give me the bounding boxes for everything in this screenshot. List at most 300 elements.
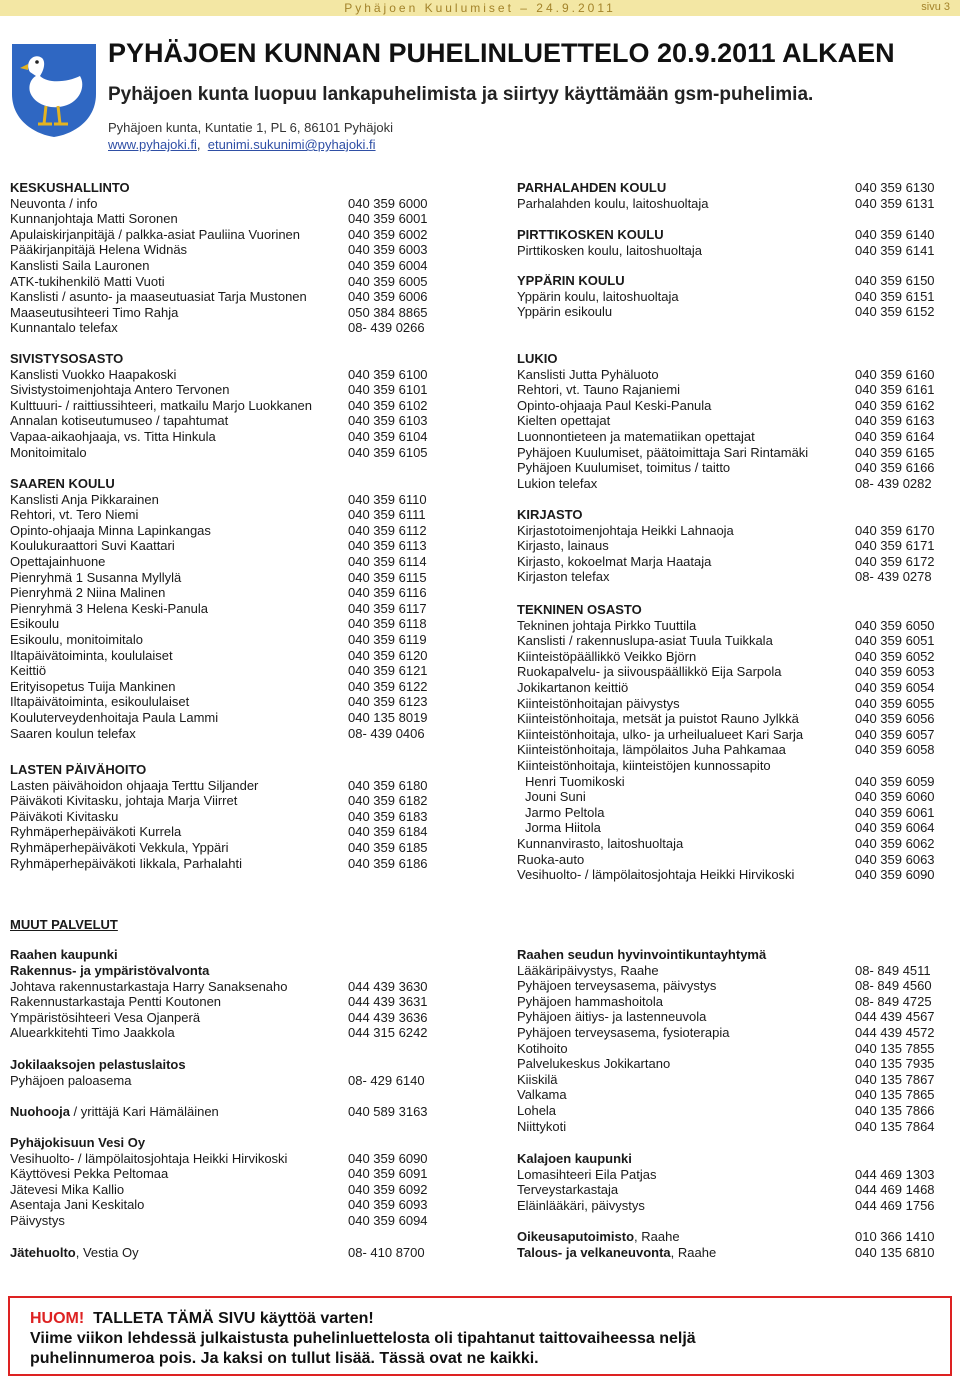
entry-phone: 040 359 6090 (348, 1150, 428, 1166)
directory-row (10, 994, 500, 1010)
entry-phone: 044 469 1756 (855, 1197, 935, 1213)
entry-name: Saaren koulun telefax (10, 725, 136, 741)
entry-name: Kunnanjohtaja Matti Soronen (10, 211, 178, 227)
entry-phone: 040 359 6101 (348, 382, 428, 398)
entry-name: Esikoulu (10, 616, 60, 632)
directory-row (517, 758, 957, 774)
section-heading (10, 476, 500, 492)
directory-row (10, 211, 500, 227)
entry-name: Pienryhmä 3 Helena Keski-Panula (10, 600, 208, 616)
entry-name: Kiinteistönhoitaja, kiinteistöjen kunnossapito (517, 758, 771, 773)
entry-phone: 044 315 6242 (348, 1025, 428, 1041)
directory-row (517, 680, 957, 696)
entry-name: Valkama (517, 1087, 567, 1103)
directory-row (517, 836, 957, 852)
entry-phone: 08- 439 0278 (855, 569, 932, 585)
directory-row (517, 1119, 957, 1135)
section-heading-label: LASTEN PÄIVÄHOITO (10, 762, 147, 777)
entry-name: Asentaja Jani Keskitalo (10, 1197, 145, 1213)
entry-name: Jokikartanon keittiö (517, 680, 629, 695)
entry-name: Neuvonta / info (10, 195, 98, 211)
directory-row (517, 569, 957, 585)
directory-row (517, 476, 957, 492)
entry-name: Lohela (517, 1103, 557, 1118)
notice-save-text: TALLETA TÄMÄ SIVU käyttöä varten! (93, 1310, 374, 1327)
entry-name: Kunnantalo telefax (10, 320, 118, 336)
entry-name: Kiiskilä (517, 1071, 558, 1087)
directory-row (10, 1010, 500, 1026)
entry-name: Monitoimitalo (10, 444, 87, 460)
directory-row (10, 840, 500, 856)
page-subtitle: Pyhäjoen kunta luopuu lankapuhelimista ja siirtyy käyttämään gsm-puhelimia. (108, 84, 814, 105)
directory-row (517, 867, 957, 883)
directory-row (10, 227, 500, 243)
directory-row (517, 304, 957, 320)
entry-name: Tekninen johtaja Pirkko Tuuttila (517, 617, 697, 633)
entry-name: Kiinteistönhoitaja, ulko- ja urheilualueet Kari Sarja (517, 726, 804, 742)
entry-phone: 040 359 6004 (348, 258, 428, 273)
entry-name: Opettajainhuone (10, 554, 106, 569)
entry-phone: 040 359 6092 (348, 1181, 428, 1197)
entry-phone: 040 359 6185 (348, 840, 428, 855)
directory-row (10, 570, 500, 586)
directory-row (517, 789, 957, 805)
page-number: sivu 3 (921, 1, 950, 13)
directory-row (517, 413, 957, 429)
directory-row (10, 1166, 500, 1182)
entry-name: Pyhäjoen hammashoitola (517, 993, 663, 1009)
entry-phone: 044 439 3631 (348, 994, 428, 1010)
entry-phone: 040 359 6172 (855, 553, 935, 569)
entry-phone: 040 359 6119 (348, 632, 427, 647)
directory-row (10, 679, 500, 695)
directory-row (10, 554, 500, 570)
entry-phone: 044 469 1468 (855, 1182, 935, 1198)
directory-row (517, 1198, 957, 1214)
entry-name: Kanslisti Saila Lauronen (10, 258, 150, 273)
entry-phone: 040 359 6122 (348, 678, 428, 694)
entry-name: Ruoka-auto (517, 851, 585, 867)
entry-phone: 040 359 6170 (855, 522, 935, 538)
directory-row (10, 694, 500, 710)
notice-box (8, 1296, 952, 1376)
directory-row (517, 1025, 957, 1041)
entry-name: Ryhmäperhepäiväkoti Vekkula, Yppäri (10, 840, 229, 855)
entry-phone: 040 359 6104 (348, 429, 428, 444)
directory-row (10, 632, 500, 648)
entry-phone: 040 359 6091 (348, 1166, 428, 1182)
directory-row (10, 320, 500, 336)
municipal-crest-icon (8, 42, 100, 138)
entry-phone: 040 359 6131 (855, 195, 935, 211)
entry-phone: 040 359 6006 (348, 289, 428, 305)
section-heading-label: SIVISTYSOSASTO (10, 351, 124, 366)
entry-name: Jorma Hiitola (525, 820, 601, 836)
entry-name: Kiinteistönhoitaja, metsät ja puistot Rauno Jylkkä (517, 711, 799, 727)
directory-row (10, 1151, 500, 1167)
section-heading-label: Pyhäjokisuun Vesi Oy (10, 1135, 146, 1150)
entry-name: Kanslisti Vuokko Haapakoski (10, 366, 177, 382)
entry-phone: 040 359 6116 (348, 585, 427, 601)
directory-row (517, 618, 957, 634)
directory-row (10, 648, 500, 664)
section-heading (10, 1245, 500, 1261)
entry-name: Päiväkoti Kivitasku, johtaja Marja Viirret (10, 793, 238, 809)
entry-name: Pyhäjoen paloasema (10, 1072, 132, 1088)
section-heading (517, 227, 957, 243)
section-heading (10, 947, 500, 963)
directory-row (10, 258, 500, 274)
entry-name: Kouluterveydenhoitaja Paula Lammi (10, 710, 219, 725)
directory-row (517, 1182, 957, 1198)
entry-phone: 040 135 7855 (855, 1040, 935, 1056)
section-heading-label: YPPÄRIN KOULU (517, 273, 625, 288)
section-heading-label: Kalajoen kaupunki (517, 1151, 632, 1166)
section-heading-phone: 08- 410 8700 (348, 1245, 425, 1260)
directory-row (517, 538, 957, 554)
section-heading-suffix: , Raahe (670, 1245, 717, 1260)
section-heading (10, 963, 500, 979)
directory-row (10, 398, 500, 414)
section-heading-label: Jokilaaksojen pelastuslaitos (10, 1057, 186, 1072)
entry-phone: 050 384 8865 (348, 304, 428, 320)
directory-row (517, 196, 957, 212)
entry-phone: 040 359 6056 (855, 711, 935, 727)
directory-row (10, 710, 500, 726)
entry-name: Opinto-ohjaaja Paul Keski-Panula (517, 397, 712, 413)
entry-name: Kanslisti Anja Pikkarainen (10, 491, 159, 507)
section-heading-suffix: , Vestia Oy (75, 1245, 139, 1260)
directory-row (10, 979, 500, 995)
entry-name: Henri Tuomikoski (525, 773, 625, 789)
entry-phone: 040 359 6183 (348, 808, 428, 824)
entry-phone: 08- 439 0282 (855, 475, 932, 491)
section-heading (10, 1135, 500, 1151)
section-heading-label: Jätehuolto, Vestia Oy (10, 1245, 139, 1260)
directory-row (517, 994, 957, 1010)
entry-phone: 040 359 6100 (348, 366, 428, 382)
entry-phone: 040 359 6113 (348, 538, 427, 554)
section-heading (517, 273, 957, 289)
directory-row (517, 1041, 957, 1057)
entry-name: Kanslisti Jutta Pyhäluoto (517, 366, 659, 382)
entry-name: Päivystys (10, 1213, 65, 1228)
entry-name: Kirjasto, lainaus (517, 538, 609, 554)
entry-name: Rakennustarkastaja Pentti Koutonen (10, 994, 222, 1010)
entry-name: Pyhäjoen terveysasema, päivystys (517, 978, 717, 994)
entry-name: Kiinteistönhoitaja, lämpölaitos Juha Pahkamaa (517, 742, 786, 758)
directory-row (10, 429, 500, 445)
directory-row (517, 711, 957, 727)
website-link[interactable]: www.pyhajoki.fi (108, 137, 197, 152)
directory-row (517, 367, 957, 383)
entry-phone: 040 359 6161 (855, 382, 935, 398)
directory-row (10, 538, 500, 554)
entry-phone: 040 359 6162 (855, 397, 935, 413)
directory-row (10, 1182, 500, 1198)
notice-huom: HUOM! (30, 1310, 85, 1327)
entry-phone: 044 439 4572 (855, 1025, 935, 1040)
entry-phone: 040 359 6123 (348, 694, 428, 710)
entry-name: Ryhmäperhepäiväkoti Iikkala, Parhalahti (10, 855, 242, 871)
other-services-heading-label: MUUT PALVELUT (10, 917, 118, 932)
entry-phone: 040 359 6051 (855, 633, 935, 649)
entry-name: Kunnanvirasto, laitoshuoltaja (517, 836, 684, 851)
directory-row (10, 663, 500, 679)
directory-row (517, 445, 957, 461)
entry-phone: 040 135 8019 (348, 710, 428, 725)
section-heading-label: KESKUSHALLINTO (10, 180, 130, 195)
section-heading-label: TEKNINEN OSASTO (517, 602, 642, 617)
notice-line-2: Viime viikon lehdessä julkaistusta puhelinluettelosta oli tipahtanut taittovaiheessa neljä (30, 1330, 696, 1347)
entry-phone: 08- 849 4560 (855, 978, 932, 994)
entry-phone: 040 359 6057 (855, 726, 935, 742)
entry-name: Yppärin esikoulu (517, 304, 613, 320)
directory-row (517, 1087, 957, 1103)
entry-phone: 040 135 7865 (855, 1087, 935, 1103)
entry-phone: 040 359 6058 (855, 742, 935, 758)
page-title: PYHÄJOEN KUNNAN PUHELINLUETTELO 20.9.2011 ALKAEN (108, 38, 895, 68)
entry-name: Lukion telefax (517, 475, 598, 491)
entry-phone: 040 359 6182 (348, 793, 428, 809)
entry-name: Kanslisti / asunto- ja maaseutuasiat Tarja Mustonen (10, 289, 307, 305)
section-heading (517, 351, 957, 367)
entry-name: Aluearkkitehti Timo Jaakkola (10, 1025, 175, 1041)
newspaper-dateline: Pyhäjoen Kuulumiset – 24.9.2011 (344, 1, 616, 15)
entry-phone: 040 359 6160 (855, 366, 935, 382)
section-heading (517, 180, 957, 196)
entry-name: Palvelukeskus Jokikartano (517, 1056, 671, 1072)
entry-phone: 040 359 6110 (348, 491, 427, 507)
directory-row (517, 696, 957, 712)
entry-name: Kotihoito (517, 1040, 568, 1056)
directory-row (517, 727, 957, 743)
entry-phone: 040 359 6112 (348, 522, 427, 538)
entry-phone: 08- 849 4725 (855, 993, 932, 1009)
header-links (108, 137, 376, 152)
directory-row (10, 305, 500, 321)
section-heading-label: PIRTTIKOSKEN KOULU (517, 227, 664, 242)
entry-phone: 040 359 6184 (348, 824, 428, 840)
directory-row (517, 978, 957, 994)
section-heading (10, 351, 500, 367)
entry-phone: 08- 849 4511 (855, 962, 931, 978)
entry-name: Päiväkoti Kivitasku (10, 808, 119, 824)
entry-phone: 040 359 6060 (855, 789, 935, 805)
section-heading-phone: 010 366 1410 (855, 1229, 935, 1244)
entry-phone: 040 359 6111 (348, 507, 426, 523)
entry-phone: 040 359 6003 (348, 242, 428, 258)
section-heading (10, 762, 500, 778)
entry-phone: 044 439 3630 (348, 978, 428, 994)
section-heading (517, 947, 957, 963)
directory-row (10, 507, 500, 523)
entry-name: Jätevesi Mika Kallio (10, 1181, 125, 1197)
entry-phone: 040 135 7935 (855, 1056, 935, 1072)
entry-phone: 040 135 7866 (855, 1103, 935, 1118)
directory-row (10, 778, 500, 794)
section-heading (10, 1057, 500, 1073)
entry-name: Iltapäivätoiminta, esikoululaiset (10, 694, 190, 710)
entry-name: Yppärin koulu, laitoshuoltaja (517, 288, 679, 304)
section-heading-phone: 040 135 6810 (855, 1245, 935, 1260)
entry-name: Ympäristösihteeri Vesa Ojanperä (10, 1009, 201, 1025)
entry-phone: 040 359 6165 (855, 444, 935, 460)
directory-row (517, 398, 957, 414)
directory-row (10, 382, 500, 398)
section-heading-label: SAAREN KOULU (10, 476, 115, 491)
entry-name: Pääkirjanpitäjä Helena Widnäs (10, 242, 188, 258)
entry-phone: 040 359 6121 (348, 663, 428, 679)
entry-phone: 040 359 6105 (348, 444, 428, 460)
entry-phone: 044 469 1303 (855, 1166, 935, 1182)
entry-phone: 040 359 6061 (855, 804, 935, 820)
entry-name: Johtava rakennustarkastaja Harry Sanaksenaho (10, 978, 288, 994)
entry-phone: 040 359 6120 (348, 647, 428, 663)
entry-name: Sivistystoimenjohtaja Antero Tervonen (10, 382, 230, 398)
entry-phone: 040 359 6001 (348, 211, 428, 227)
entry-phone: 040 359 6063 (855, 851, 935, 867)
entry-name: Ruokapalvelu- ja siivouspäällikkö Eija Sarpola (517, 664, 782, 680)
entry-name: Maaseutusihteeri Timo Rahja (10, 304, 179, 320)
entry-phone: 040 359 6114 (348, 554, 427, 569)
entry-name: Keittiö (10, 663, 47, 679)
directory-row (517, 1103, 957, 1119)
directory-row (517, 774, 957, 790)
entry-phone: 040 359 6053 (855, 664, 935, 680)
directory-row (10, 585, 500, 601)
section-heading (517, 1229, 957, 1245)
notice-line-1 (30, 1310, 374, 1328)
directory-row (10, 1073, 500, 1089)
entry-name: Annalan kotiseutumuseo / tapahtumat (10, 413, 229, 429)
section-heading-label: Raahen seudun hyvinvointikuntayhtymä (517, 947, 767, 962)
entry-name: Vapaa-aikaohjaaja, vs. Titta Hinkula (10, 429, 216, 444)
directory-row (517, 1167, 957, 1183)
entry-name: Kirjasto, kokoelmat Marja Haataja (517, 553, 712, 569)
entry-phone: 040 359 6163 (855, 413, 935, 429)
entry-name: Kirjaston telefax (517, 569, 610, 585)
entry-phone: 040 359 6064 (855, 820, 935, 836)
entry-name: ATK-tukihenkilö Matti Vuoti (10, 273, 165, 289)
entry-phone: 040 359 6002 (348, 226, 428, 242)
entry-phone: 040 359 6115 (348, 569, 427, 585)
entry-name: Pienryhmä 2 Niina Malinen (10, 585, 166, 601)
directory-row (10, 809, 500, 825)
directory-row (517, 460, 957, 476)
directory-row (10, 616, 500, 632)
entry-name: Rehtori, vt. Tauno Rajaniemi (517, 382, 681, 398)
section-heading-label: Oikeusaputoimisto, Raahe (517, 1229, 680, 1244)
directory-row (10, 242, 500, 258)
entry-name: Kiinteistöpäällikkö Veikko Björn (517, 648, 697, 664)
directory-row (10, 367, 500, 383)
directory-row (517, 633, 957, 649)
entry-phone: 044 439 3636 (348, 1009, 428, 1025)
entry-name: Kirjastotoimenjohtaja Heikki Lahnaoja (517, 522, 734, 538)
directory-row (517, 429, 957, 445)
directory-row (10, 601, 500, 617)
entry-phone: 040 135 7867 (855, 1071, 935, 1087)
email-pattern-link[interactable]: etunimi.sukunimi@pyhajoki.fi (207, 137, 376, 152)
directory-row (10, 274, 500, 290)
entry-name: Jouni Suni (525, 789, 586, 805)
directory-row (517, 382, 957, 398)
directory-row (517, 289, 957, 305)
section-heading (10, 180, 500, 196)
entry-name: Vesihuolto- / lämpölaitosjohtaja Heikki Hirvikoski (10, 1150, 288, 1166)
entry-phone: 040 359 6171 (855, 538, 935, 554)
entry-name: Jarmo Peltola (525, 804, 605, 820)
entry-name: Koulukuraattori Suvi Kaattari (10, 538, 175, 554)
entry-name: Opinto-ohjaaja Minna Lapinkangas (10, 522, 211, 538)
entry-name: Rehtori, vt. Tero Niemi (10, 507, 139, 523)
entry-phone: 040 359 6186 (348, 855, 428, 871)
directory-row (517, 820, 957, 836)
notice-line-3: puhelinnumeroa pois. Ja kaksi on tullut lisää. Tässä ovat ne kaikki. (30, 1350, 539, 1367)
entry-name: Niittykoti (517, 1118, 567, 1134)
section-heading-suffix: / yrittäjä Kari Hämäläinen (69, 1104, 219, 1119)
section-heading-label: LUKIO (517, 351, 558, 366)
entry-name: Pirttikosken koulu, laitoshuoltaja (517, 242, 702, 258)
entry-name: Pienryhmä 1 Susanna Myllylä (10, 569, 182, 585)
directory-row (10, 492, 500, 508)
directory-row (517, 243, 957, 259)
entry-phone: 040 135 7864 (855, 1118, 935, 1134)
entry-name: Kiinteistönhoitajan päivystys (517, 695, 680, 711)
section-heading-phone: 040 589 3163 (348, 1104, 428, 1119)
directory-row (517, 1072, 957, 1088)
entry-name: Pyhäjoen terveysasema, fysioterapia (517, 1025, 730, 1040)
entry-phone: 08- 429 6140 (348, 1072, 425, 1088)
entry-name: Pyhäjoen äitiys- ja lastenneuvola (517, 1009, 707, 1025)
directory-row (517, 963, 957, 979)
entry-phone: 040 359 6141 (855, 242, 935, 258)
directory-row (10, 1197, 500, 1213)
entry-name: Kielten opettajat (517, 413, 611, 429)
entry-name: Ryhmäperhepäiväkoti Kurrela (10, 824, 182, 840)
section-heading-phone: 040 359 6140 (855, 227, 935, 242)
entry-phone: 040 359 6093 (348, 1197, 428, 1213)
entry-name: Pyhäjoen Kuulumiset, päätoimittaja Sari Rintamäki (517, 444, 809, 460)
entry-phone: 08- 439 0266 (348, 320, 425, 336)
directory-row (10, 523, 500, 539)
directory-row (517, 664, 957, 680)
directory-row (10, 856, 500, 872)
entry-phone: 08- 439 0406 (348, 725, 425, 741)
directory-row (10, 413, 500, 429)
directory-row (10, 289, 500, 305)
section-heading-label: Nuohooja / yrittäjä Kari Hämäläinen (10, 1104, 219, 1119)
directory-row (10, 793, 500, 809)
entry-name: Lasten päivähoidon ohjaaja Terttu Siljander (10, 777, 259, 793)
section-heading-label: Talous- ja velkaneuvonta, Raahe (517, 1245, 717, 1260)
entry-phone: 040 359 6090 (855, 867, 935, 883)
entry-phone: 040 359 6117 (348, 600, 427, 616)
entry-name: Erityisopetus Tuija Mankinen (10, 678, 176, 694)
directory-row (10, 726, 500, 742)
entry-name: Luonnontieteen ja matematiikan opettajat (517, 429, 755, 444)
entry-phone: 040 359 6054 (855, 680, 935, 695)
entry-phone: 040 359 6005 (348, 273, 428, 289)
entry-phone: 040 359 6102 (348, 397, 428, 413)
entry-name: Lomasihteeri Eila Patjas (517, 1166, 657, 1182)
entry-phone: 040 359 6166 (855, 460, 935, 476)
entry-phone: 040 359 6000 (348, 195, 428, 211)
entry-name: Lääkäripäivystys, Raahe (517, 962, 659, 978)
section-heading (517, 507, 957, 523)
directory-row (517, 852, 957, 868)
